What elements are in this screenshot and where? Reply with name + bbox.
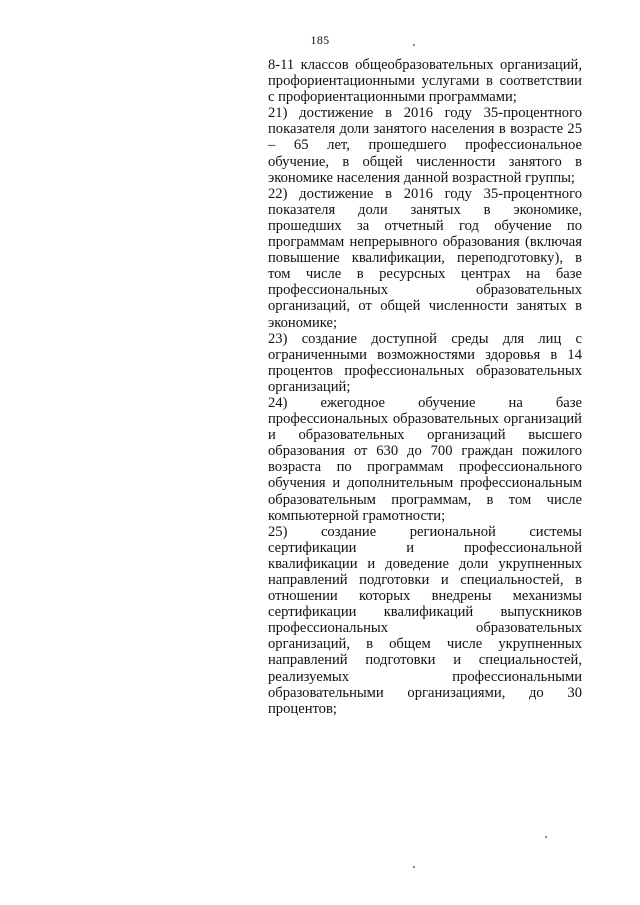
document-body xyxy=(268,57,582,717)
paragraph-item-22: 22) достижение в 2016 году 35-процентного показателя доли занятых в экономике, прошедших за отчетный год обучение по программам непрерывного образования (включая повышение квалификации, переподготовку), в том числе в ресурсных центрах на базе профессиональных образовательных организаций, от общей численности занятых в экономике; xyxy=(268,185,582,331)
scan-speck xyxy=(545,836,547,838)
scan-speck xyxy=(413,866,415,868)
paragraph-item-21: 21) достижение в 2016 году 35-процентного показателя доли занятого населения в возрасте 25 – 65 лет, прошедшего профессиональное обучение, в общей численности занятого в экономике населения данной возрастной группы; xyxy=(268,105,582,186)
scan-speck xyxy=(413,44,415,46)
paragraph-item-25: 25) создание региональной системы сертификации и профессиональной квалификации и доведение доли укрупненных направлений подготовки и специальностей, в отношении которых внедрены механизмы сертификации квалификаций выпускников профессиональных образовательных организаций, в общем числе укрупненных направлений подготовки и специальностей, реализуемых профессиональными образовательными организациями, до 30 процентов; xyxy=(268,523,582,717)
page-number: 185 xyxy=(310,33,330,47)
paragraph-continuation: 8-11 классов общеобразовательных организаций, профориентационными услугами в соответствии с профориентационными программами; xyxy=(268,57,582,106)
paragraph-item-23: 23) создание доступной среды для лиц с ограниченными возможностями здоровья в 14 процентов профессиональных образовательных организаций; xyxy=(268,330,582,395)
paragraph-item-24: 24) ежегодное обучение на базе профессиональных образовательных организаций и образовательных организаций высшего образования от 630 до 700 граждан пожилого возраста по программам профессионального обучения и дополнительным профессиональным образовательным программам, в том числе компьютерной грамотности; xyxy=(268,394,582,524)
